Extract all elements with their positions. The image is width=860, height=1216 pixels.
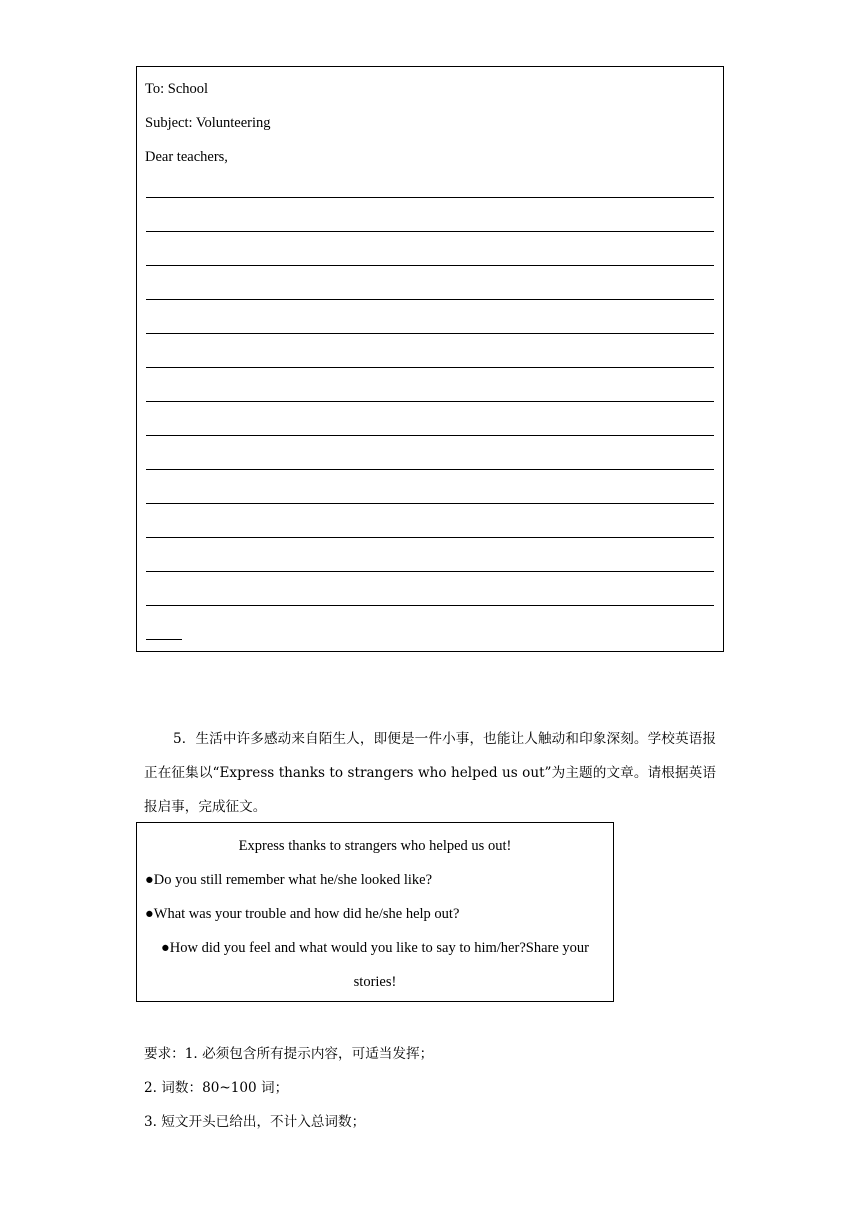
requirement-3: 3. 短文开头已给出，不计入总词数； bbox=[144, 1114, 366, 1130]
answer-line bbox=[146, 435, 714, 436]
prompt-bullet-continued: stories! bbox=[353, 974, 397, 990]
prompt-box bbox=[136, 822, 614, 1002]
prompt-bullet: ●What was your trouble and how did he/she help out? bbox=[145, 906, 460, 922]
answer-line-short bbox=[146, 639, 182, 640]
letter-greeting: Dear teachers, bbox=[145, 149, 228, 165]
letter-subject-line: Subject: Volunteering bbox=[145, 115, 271, 131]
answer-line bbox=[146, 231, 714, 232]
answer-line bbox=[146, 469, 714, 470]
answer-line bbox=[146, 605, 714, 606]
requirement-1: 要求：1. 必须包含所有提示内容，可适当发挥； bbox=[144, 1046, 434, 1062]
answer-line bbox=[146, 197, 714, 198]
answer-line bbox=[146, 537, 714, 538]
prompt-bullet: ●How did you feel and what would you like to say to him/her?Share your bbox=[161, 940, 589, 956]
prompt-bullet: ●Do you still remember what he/she looked like? bbox=[145, 872, 433, 888]
answer-line bbox=[146, 299, 714, 300]
answer-line bbox=[146, 265, 714, 266]
answer-line bbox=[146, 367, 714, 368]
prompt-title: Express thanks to strangers who helped us out! bbox=[238, 838, 512, 854]
requirement-2: 2. 词数：80~100 词； bbox=[144, 1080, 289, 1096]
answer-line bbox=[146, 571, 714, 572]
answer-line bbox=[146, 333, 714, 334]
question-5-text: 5．生活中许多感动来自陌生人，即便是一件小事，也能让人触动和印象深刻。学校英语报正在征集以“Express thanks to strangers who helped us out”为主题的文章。请根据英语报启事，完成征文。 bbox=[144, 731, 716, 815]
letter-to-line: To: School bbox=[145, 81, 209, 97]
answer-line bbox=[146, 503, 714, 504]
answer-line bbox=[146, 401, 714, 402]
letter-writing-box bbox=[136, 66, 724, 652]
